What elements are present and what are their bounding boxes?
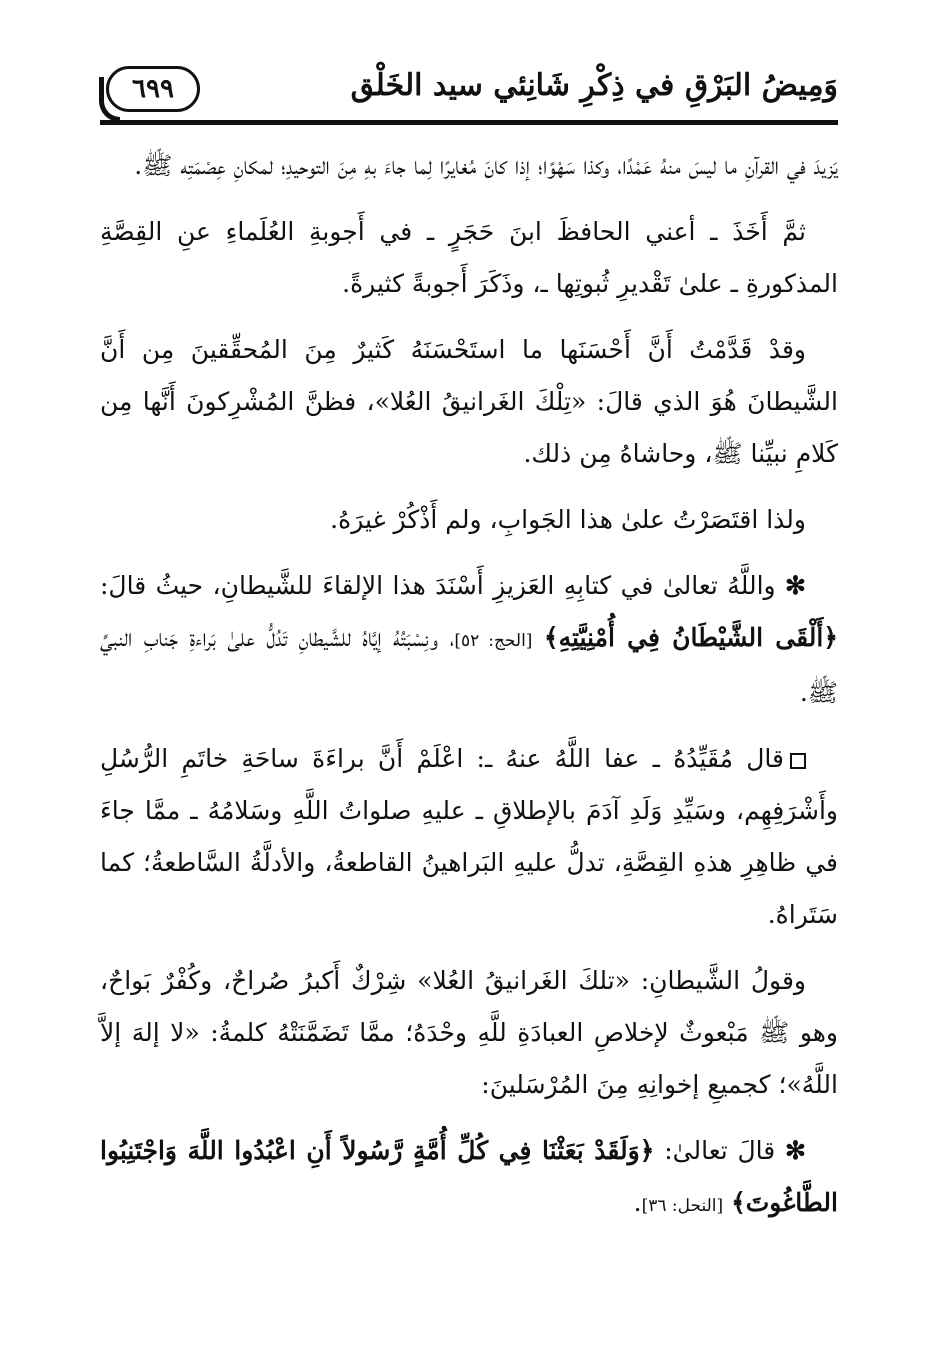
quran-verse: ﴿أَلْقَى الشَّيْطَانُ فِي أُمْنِيَّتِهِ﴾	[543, 623, 838, 652]
page-header	[100, 62, 838, 124]
asterisk-bullet-icon: ✻	[785, 1136, 806, 1165]
page-number: ٦٩٩	[132, 74, 174, 104]
verse-reference: [الحج: ٥٢]	[454, 631, 533, 651]
paragraph-4: ولذا اقتَصَرْتُ علىٰ هذا الجَوابِ، ولم أَذْكُرْ غيرَهُ.	[330, 505, 806, 534]
asterisk-bullet-icon: ✻	[785, 571, 806, 600]
running-title: وَمِيضُ البَرْقِ في ذِكْرِ شَانِئي سيد الخَلْق	[350, 68, 838, 103]
paragraph-3: وقدْ قَدَّمْتُ أَنَّ أَحْسَنَها ما استَحْسَنَهُ كَثيرٌ مِنَ المُحقِّقينَ مِن أَنَّ الشَّيطانَ هُوَ الذي قالَ: «تِلْكَ الغَرانيقُ العُلا»، فظنَّ المُشْرِكونَ أَنَّها مِن كَلامِ نبيِّنا ﷺ، وحاشاهُ مِن ذلك.	[100, 335, 838, 468]
paragraph-7: وقولُ الشَّيطانِ: «تلكَ الغَرانيقُ العُلا» شِرْكٌ أَكبرُ صُراحٌ، وكُفْرٌ بَواحٌ، وهو ﷺ مَبْعوثٌ لإخلاصِ العبادَةِ للَّهِ وحْدَهُ؛ ممَّا تَضَمَّنَتْهُ كلمةُ: «لا إلهَ إلاَّ اللَّهُ»؛ كجميعِ إخوانِهِ مِنَ المُرْسَلينَ:	[100, 966, 838, 1099]
paragraph-6	[100, 733, 838, 941]
paragraph-8-tail: .	[633, 1188, 642, 1217]
square-marker-icon	[790, 753, 806, 769]
quran-verse: ﴿وَلَقَدْ بَعَثْنَا فِي كُلِّ أُمَّةٍ رَّسُولاً أَنِ اعْبُدُوا اللَّهَ وَاجْتَنِبُوا الطَّاغُوتَ﴾	[100, 1136, 838, 1217]
paragraph-8-lead: قالَ تعالىٰ:	[664, 1136, 776, 1165]
verse-reference: [النحل: ٣٦]	[641, 1196, 724, 1216]
paragraph-1: يَزيدَ في القرآنِ ما ليسَ منهُ عَمْدًا، وكذا سَهْوًا؛ إذا كانَ مُغايرًا لِما جاءَ بهِ مِنَ التوحيدِ؛ لمكانِ عِصْمَتِه ﷺ.	[134, 151, 838, 180]
paragraph-5-tail: ، ونِسْبَتُهُ إيَّاهُ للشَّيطانِ تَدُلُّ علىٰ بَراءةِ جَنابِ النبيِّ ﷺ.	[100, 623, 838, 707]
header-rule	[100, 120, 838, 125]
paragraph-5	[100, 560, 838, 719]
body-text	[100, 140, 838, 1246]
paragraph-5-lead: واللَّهُ تعالىٰ في كتابِهِ العَزيزِ أَسْنَدَ هذا الإلقاءَ للشَّيطانِ، حيثُ قالَ:	[100, 571, 776, 600]
paragraph-2: ثمَّ أَخَذَ ـ أعني الحافظَ ابنَ حَجَرٍ ـ في أَجوبةِ العُلَماءِ عنِ القِصَّةِ المذكورةِ ـ علىٰ تَقْديرِ ثُبوتِها ـ، وذَكَرَ أَجوبةً كثيرةً.	[100, 217, 838, 298]
paragraph-8	[100, 1125, 838, 1232]
page-number-frame	[106, 66, 200, 112]
paragraph-6-text: قال مُقَيِّدُهُ ـ عفا اللَّهُ عنهُ ـ: اعْلَمْ أَنَّ براءَةَ ساحَةِ خاتَمِ الرُّسُلِ وأَشْرَفِهِم، وسَيِّدِ وَلَدِ آدَمَ بالإطلاقِ ـ عليهِ صلواتُ اللَّهِ وسَلامُهُ ـ ممَّا جاءَ في ظاهِرِ هذهِ القِصَّةِ، تدلُّ عليهِ البَراهينُ القاطعةُ، والأدلَّةُ السَّاطعةُ؛ كما سَتَراهُ.	[100, 744, 838, 929]
